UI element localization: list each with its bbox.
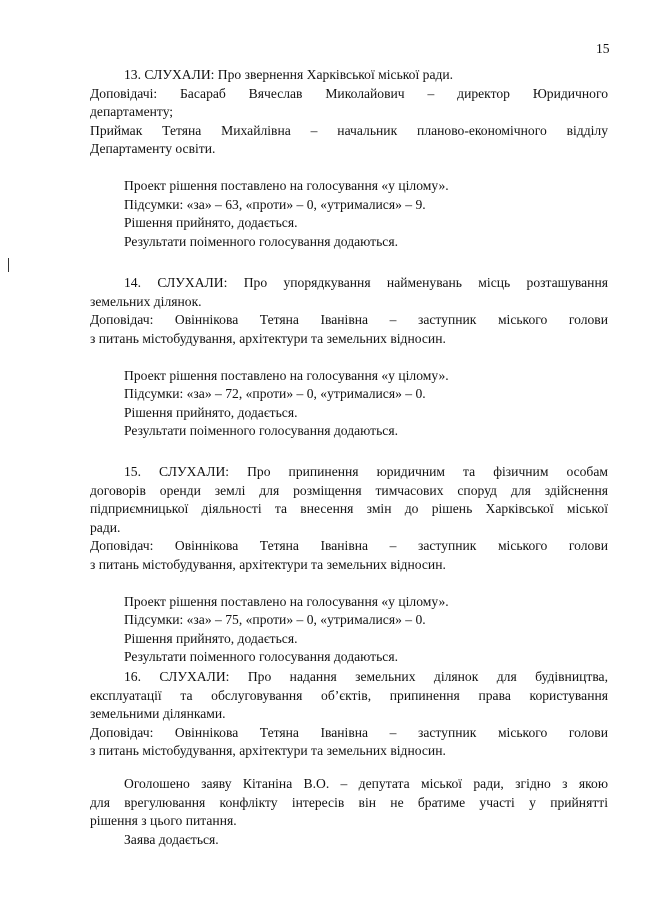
speaker-line: Департаменту освіти. xyxy=(90,141,216,156)
speaker-line: Доповідачі: Басараб Вячеслав Миколайович – директор Юридичного xyxy=(90,85,608,101)
spacer xyxy=(90,574,608,593)
speaker-line: з питань містобудування, архітектури та земельних відносин. xyxy=(90,556,446,572)
spacer xyxy=(90,348,608,367)
speaker-line: департаменту; xyxy=(90,104,174,119)
item-heading-cont: земельними ділянками. xyxy=(90,706,226,721)
statement-line: Оголошено заяву Кітаніна В.О. – депутата міської ради, згідно з якою xyxy=(124,776,608,791)
vote-line: Проект рішення поставлено на голосування «у цілому». xyxy=(124,178,449,193)
item-heading-cont: земельних ділянок. xyxy=(90,293,202,309)
speaker-line: Приймак Тетяна Михайлівна – начальник планово-економічного відділу xyxy=(90,122,608,138)
statement-line: для врегулювання конфлікту інтересів він не братиме участі у прийнятті xyxy=(90,794,608,810)
spacer xyxy=(90,159,608,178)
vote-line: Проект рішення поставлено на голосування «у цілому». xyxy=(124,367,449,383)
item-heading-cont: підприємницької діяльності та внесення змін до рішень Харківської міської xyxy=(90,501,608,516)
statement-line: рішення з цього питання. xyxy=(90,813,237,828)
vote-result: Підсумки: «за» – 75, «проти» – 0, «утрималися» – 0. xyxy=(124,612,426,627)
speaker-line: з питань містобудування, архітектури та земельних відносин. xyxy=(90,330,446,346)
results-line: Результати поіменного голосування додаються. xyxy=(124,649,398,664)
conflict-statement xyxy=(90,775,608,849)
results-line: Результати поіменного голосування додаються. xyxy=(124,423,398,438)
speaker-line: Доповідач: Овіннікова Тетяна Іванівна – заступник міського голови xyxy=(90,538,608,553)
results-line: Результати поіменного голосування додаються. xyxy=(124,233,398,249)
agenda-item-16 xyxy=(90,668,608,761)
item-heading-cont: договорів оренди землі для розміщення тимчасових споруд для здійснення xyxy=(90,482,608,498)
vote-result: Підсумки: «за» – 72, «проти» – 0, «утрималися» – 0. xyxy=(124,386,426,401)
decision-line: Рішення прийнято, додається. xyxy=(124,630,298,646)
decision-line: Рішення прийнято, додається. xyxy=(124,404,298,420)
statement-attached: Заява додається. xyxy=(124,831,219,847)
speaker-line: з питань містобудування, архітектури та земельних відносин. xyxy=(90,743,446,758)
speaker-line: Доповідач: Овіннікова Тетяна Іванівна – заступник міського голови xyxy=(90,724,608,740)
speaker-line: Доповідач: Овіннікова Тетяна Іванівна – заступник міського голови xyxy=(90,312,608,327)
vote-line: Проект рішення поставлено на голосування «у цілому». xyxy=(124,593,449,609)
agenda-item-15 xyxy=(90,463,608,667)
page-number: 15 xyxy=(596,41,610,56)
margin-mark xyxy=(8,258,9,272)
item-heading: 14. СЛУХАЛИ: Про упорядкування найменувань місць розташування xyxy=(124,275,608,290)
agenda-item-14 xyxy=(90,274,608,441)
vote-result: Підсумки: «за» – 63, «проти» – 0, «утрималися» – 9. xyxy=(124,196,426,212)
item-heading-cont: ради. xyxy=(90,519,121,535)
agenda-item-13 xyxy=(90,66,608,251)
item-heading: 15. СЛУХАЛИ: Про припинення юридичним та фізичним особам xyxy=(124,464,608,479)
item-heading-cont: експлуатації та обслуговування об’єктів, припинення права користування xyxy=(90,687,608,703)
decision-line: Рішення прийнято, додається. xyxy=(124,215,298,230)
item-heading: 16. СЛУХАЛИ: Про надання земельних ділянок для будівництва, xyxy=(124,669,608,684)
item-heading: 13. СЛУХАЛИ: Про звернення Харківської міської ради. xyxy=(124,67,454,82)
